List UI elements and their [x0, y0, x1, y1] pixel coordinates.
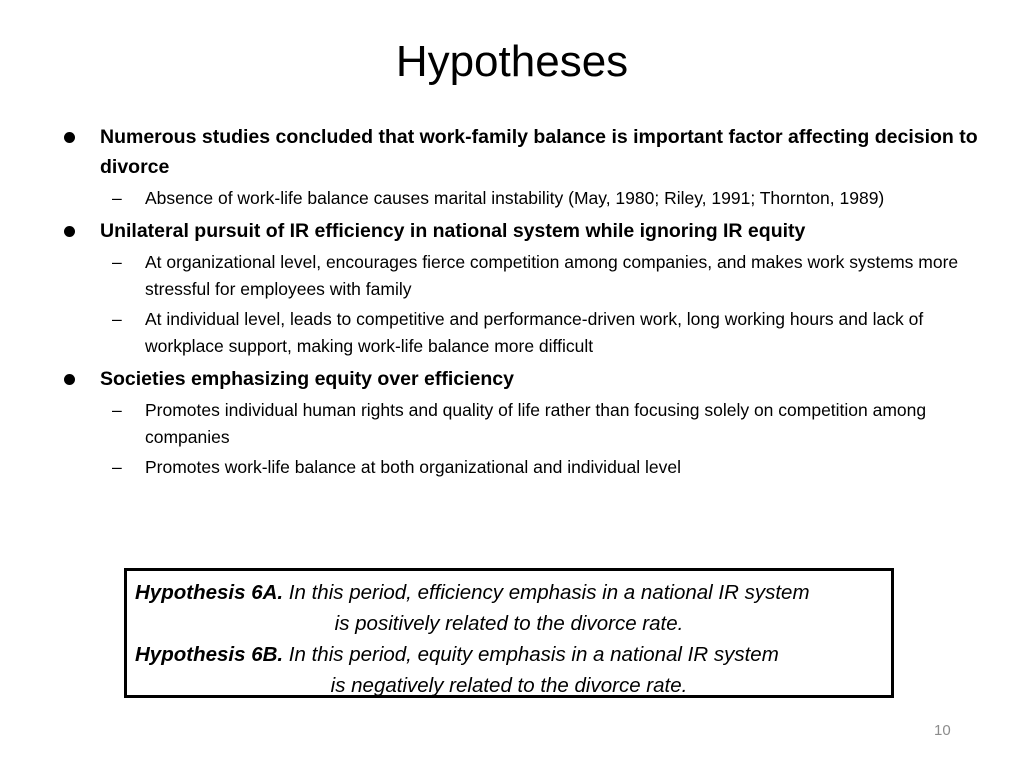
bullet-group — [60, 364, 990, 481]
sub-item — [60, 454, 990, 481]
hypothesis-6a-line — [135, 577, 883, 608]
slide-title: Hypotheses — [395, 37, 629, 86]
sub-item — [60, 397, 990, 451]
bullet-item — [60, 122, 990, 182]
dash-icon: – — [112, 188, 122, 208]
sub-list — [60, 249, 990, 360]
dash-icon: – — [112, 252, 122, 272]
sub-item — [60, 249, 990, 303]
hypothesis-6a-label: Hypothesis 6A. — [135, 581, 284, 604]
bullet-dot-icon — [64, 374, 75, 385]
sub-list — [60, 185, 990, 212]
hypothesis-6b-label: Hypothesis 6B. — [135, 643, 284, 666]
sub-item — [60, 306, 990, 360]
bullet-list — [60, 122, 990, 485]
hypothesis-6b-continuation: is negatively related to the divorce rate. — [330, 674, 688, 697]
hypothesis-6a-continuation: is positively related to the divorce rate. — [334, 612, 684, 635]
hypothesis-6b-text: In this period, equity emphasis in a national IR system — [283, 643, 779, 666]
sub-item — [60, 185, 990, 212]
sub-item-text: Absence of work-life balance causes marital instability (May, 1980; Riley, 1991; Thornton, 1989) — [145, 188, 885, 208]
bullet-text: Numerous studies concluded that work-family balance is important factor affecting decision to divorce — [100, 126, 978, 178]
hypothesis-6b-line — [135, 639, 883, 670]
slide-number: 10 — [934, 722, 951, 739]
bullet-text: Unilateral pursuit of IR efficiency in national system while ignoring IR equity — [100, 220, 806, 242]
hypothesis-box — [124, 568, 894, 698]
bullet-dot-icon — [64, 132, 75, 143]
dash-icon: – — [112, 457, 122, 477]
bullet-text: Societies emphasizing equity over efficiency — [100, 368, 514, 390]
bullet-item — [60, 216, 990, 246]
dash-icon: – — [112, 309, 122, 329]
bullet-group — [60, 216, 990, 360]
bullet-group — [60, 122, 990, 212]
sub-item-text: Promotes individual human rights and quality of life rather than focusing solely on competition among companies — [145, 400, 927, 447]
dash-icon: – — [112, 400, 122, 420]
sub-item-text: At individual level, leads to competitive and performance-driven work, long working hours and lack of workplace support, making work-life balance more difficult — [145, 309, 924, 356]
sub-item-text: Promotes work-life balance at both organizational and individual level — [145, 457, 682, 477]
sub-item-text: At organizational level, encourages fierce competition among companies, and makes work systems more stressful for employees with family — [145, 252, 959, 299]
hypothesis-6a-text: In this period, efficiency emphasis in a national IR system — [283, 581, 810, 604]
sub-list — [60, 397, 990, 481]
bullet-item — [60, 364, 990, 394]
bullet-dot-icon — [64, 226, 75, 237]
